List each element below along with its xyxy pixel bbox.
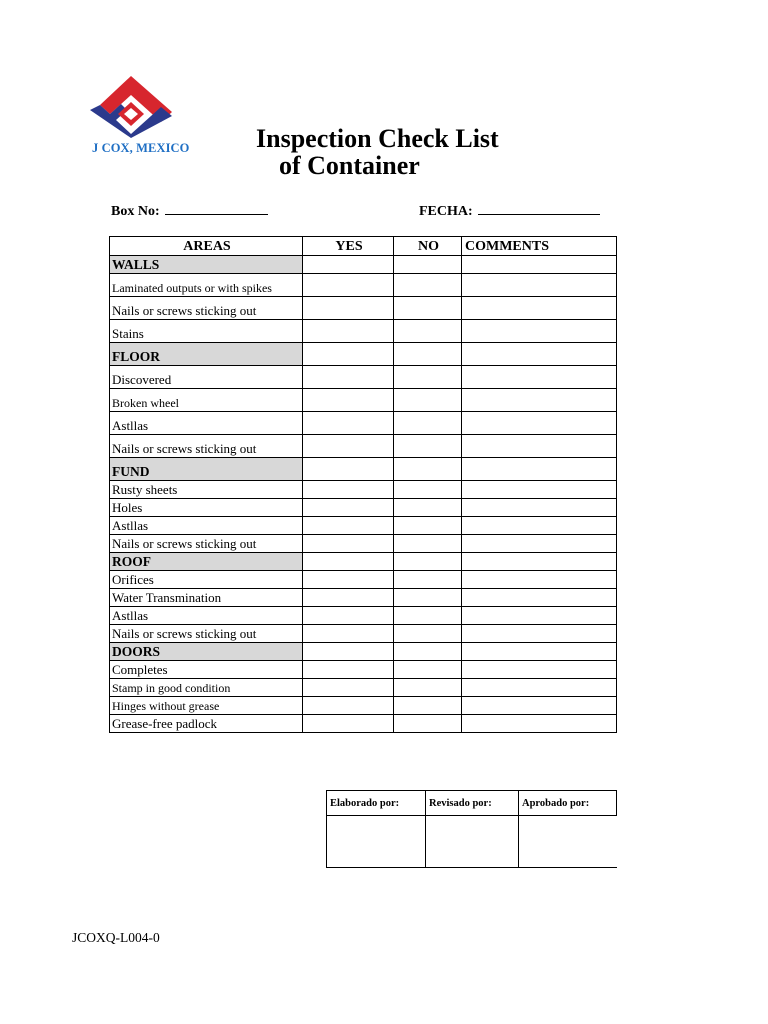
inspection-table <box>109 236 617 733</box>
item-label: Astllas <box>110 412 303 435</box>
yes-cell[interactable] <box>303 697 394 715</box>
yes-cell[interactable] <box>303 389 394 412</box>
chevron-logo-icon <box>88 74 174 140</box>
no-cell[interactable] <box>394 517 462 535</box>
comments-cell[interactable] <box>462 679 617 697</box>
no-cell[interactable] <box>394 571 462 589</box>
item-label: Water Transmination <box>110 589 303 607</box>
comments-cell[interactable] <box>462 535 617 553</box>
box-no-field[interactable] <box>111 202 268 220</box>
table-row <box>110 435 617 458</box>
item-label: Completes <box>110 661 303 679</box>
yes-cell[interactable] <box>303 661 394 679</box>
table-row <box>110 517 617 535</box>
no-cell[interactable] <box>394 458 462 481</box>
fecha-field[interactable] <box>419 202 600 220</box>
yes-cell[interactable] <box>303 571 394 589</box>
yes-cell[interactable] <box>303 366 394 389</box>
comments-cell[interactable] <box>462 697 617 715</box>
table-row <box>110 679 617 697</box>
yes-cell[interactable] <box>303 458 394 481</box>
fecha-blank[interactable] <box>478 202 600 215</box>
no-cell[interactable] <box>394 553 462 571</box>
table-row <box>110 661 617 679</box>
table-header-row <box>110 237 617 256</box>
item-label: Hinges without grease <box>110 697 303 715</box>
box-no-label: Box No: <box>111 204 160 219</box>
comments-cell[interactable] <box>462 589 617 607</box>
no-cell[interactable] <box>394 607 462 625</box>
comments-cell[interactable] <box>462 517 617 535</box>
no-cell[interactable] <box>394 320 462 343</box>
elaborado-signature-cell[interactable] <box>327 816 426 868</box>
no-cell[interactable] <box>394 412 462 435</box>
item-label: Stains <box>110 320 303 343</box>
elaborado-label: Elaborado por: <box>327 791 426 816</box>
section-row <box>110 458 617 481</box>
fecha-label: FECHA: <box>419 204 473 219</box>
table-row <box>110 481 617 499</box>
no-cell[interactable] <box>394 589 462 607</box>
no-cell[interactable] <box>394 389 462 412</box>
comments-cell[interactable] <box>462 625 617 643</box>
comments-cell[interactable] <box>462 389 617 412</box>
item-label: Rusty sheets <box>110 481 303 499</box>
table-row <box>110 715 617 733</box>
item-label: Laminated outputs or with spikes <box>110 274 303 297</box>
comments-cell[interactable] <box>462 366 617 389</box>
yes-cell[interactable] <box>303 679 394 697</box>
aprobado-label: Aprobado por: <box>519 791 617 816</box>
comments-cell[interactable] <box>462 274 617 297</box>
yes-cell[interactable] <box>303 517 394 535</box>
table-row <box>110 571 617 589</box>
yes-cell[interactable] <box>303 643 394 661</box>
table-row <box>110 535 617 553</box>
yes-cell[interactable] <box>303 297 394 320</box>
no-cell[interactable] <box>394 435 462 458</box>
item-label: Nails or screws sticking out <box>110 435 303 458</box>
revisado-label: Revisado por: <box>426 791 519 816</box>
section-row <box>110 343 617 366</box>
yes-cell[interactable] <box>303 535 394 553</box>
table-row <box>110 389 617 412</box>
item-label: Astllas <box>110 607 303 625</box>
section-label: ROOF <box>110 553 303 571</box>
section-label: DOORS <box>110 643 303 661</box>
table-row <box>110 697 617 715</box>
section-row <box>110 643 617 661</box>
no-cell[interactable] <box>394 366 462 389</box>
no-cell[interactable] <box>394 481 462 499</box>
section-row <box>110 256 617 274</box>
section-label: FLOOR <box>110 343 303 366</box>
signature-table <box>326 790 617 868</box>
no-cell[interactable] <box>394 625 462 643</box>
table-row <box>110 607 617 625</box>
item-label: Astllas <box>110 517 303 535</box>
no-cell[interactable] <box>394 535 462 553</box>
yes-cell[interactable] <box>303 481 394 499</box>
revisado-signature-cell[interactable] <box>426 816 519 868</box>
comments-cell[interactable] <box>462 458 617 481</box>
comments-cell[interactable] <box>462 481 617 499</box>
yes-cell[interactable] <box>303 412 394 435</box>
table-row <box>110 366 617 389</box>
item-label: Nails or screws sticking out <box>110 297 303 320</box>
no-cell[interactable] <box>394 256 462 274</box>
yes-cell[interactable] <box>303 625 394 643</box>
comments-cell[interactable] <box>462 297 617 320</box>
table-row <box>110 589 617 607</box>
yes-cell[interactable] <box>303 553 394 571</box>
table-row <box>110 412 617 435</box>
yes-cell[interactable] <box>303 715 394 733</box>
header-areas: AREAS <box>110 237 303 256</box>
yes-cell[interactable] <box>303 589 394 607</box>
section-row <box>110 553 617 571</box>
item-label: Broken wheel <box>110 389 303 412</box>
page-title: Inspection Check List <box>256 124 499 153</box>
item-label: Discovered <box>110 366 303 389</box>
table-row <box>110 297 617 320</box>
comments-cell[interactable] <box>462 553 617 571</box>
comments-cell[interactable] <box>462 435 617 458</box>
no-cell[interactable] <box>394 715 462 733</box>
comments-cell[interactable] <box>462 571 617 589</box>
comments-cell[interactable] <box>462 320 617 343</box>
yes-cell[interactable] <box>303 435 394 458</box>
item-label: Grease-free padlock <box>110 715 303 733</box>
yes-cell[interactable] <box>303 320 394 343</box>
header-comments: COMMENTS <box>462 237 617 256</box>
comments-cell[interactable] <box>462 643 617 661</box>
item-label: Holes <box>110 499 303 517</box>
table-row <box>110 625 617 643</box>
comments-cell[interactable] <box>462 715 617 733</box>
item-label: Nails or screws sticking out <box>110 625 303 643</box>
yes-cell[interactable] <box>303 274 394 297</box>
header-yes: YES <box>303 237 394 256</box>
aprobado-signature-cell[interactable] <box>519 816 617 868</box>
table-row <box>110 499 617 517</box>
no-cell[interactable] <box>394 499 462 517</box>
box-no-blank[interactable] <box>165 202 268 215</box>
yes-cell[interactable] <box>303 343 394 366</box>
yes-cell[interactable] <box>303 499 394 517</box>
header-no: NO <box>394 237 462 256</box>
no-cell[interactable] <box>394 343 462 366</box>
signature-header-row <box>327 791 617 816</box>
item-label: Stamp in good condition <box>110 679 303 697</box>
comments-cell[interactable] <box>462 607 617 625</box>
document-id: JCOXQ-L004-0 <box>72 930 160 945</box>
no-cell[interactable] <box>394 661 462 679</box>
yes-cell[interactable] <box>303 607 394 625</box>
signature-row <box>327 816 617 868</box>
comments-cell[interactable] <box>462 343 617 366</box>
table-row <box>110 320 617 343</box>
no-cell[interactable] <box>394 697 462 715</box>
yes-cell[interactable] <box>303 256 394 274</box>
table-row <box>110 274 617 297</box>
item-label: Orifices <box>110 571 303 589</box>
section-label: FUND <box>110 458 303 481</box>
no-cell[interactable] <box>394 643 462 661</box>
comments-cell[interactable] <box>462 661 617 679</box>
no-cell[interactable] <box>394 274 462 297</box>
no-cell[interactable] <box>394 679 462 697</box>
page-subtitle: of Container <box>279 151 420 180</box>
comments-cell[interactable] <box>462 499 617 517</box>
company-name: J COX, MEXICO <box>92 141 190 155</box>
comments-cell[interactable] <box>462 256 617 274</box>
item-label: Nails or screws sticking out <box>110 535 303 553</box>
no-cell[interactable] <box>394 297 462 320</box>
section-label: WALLS <box>110 256 303 274</box>
comments-cell[interactable] <box>462 412 617 435</box>
